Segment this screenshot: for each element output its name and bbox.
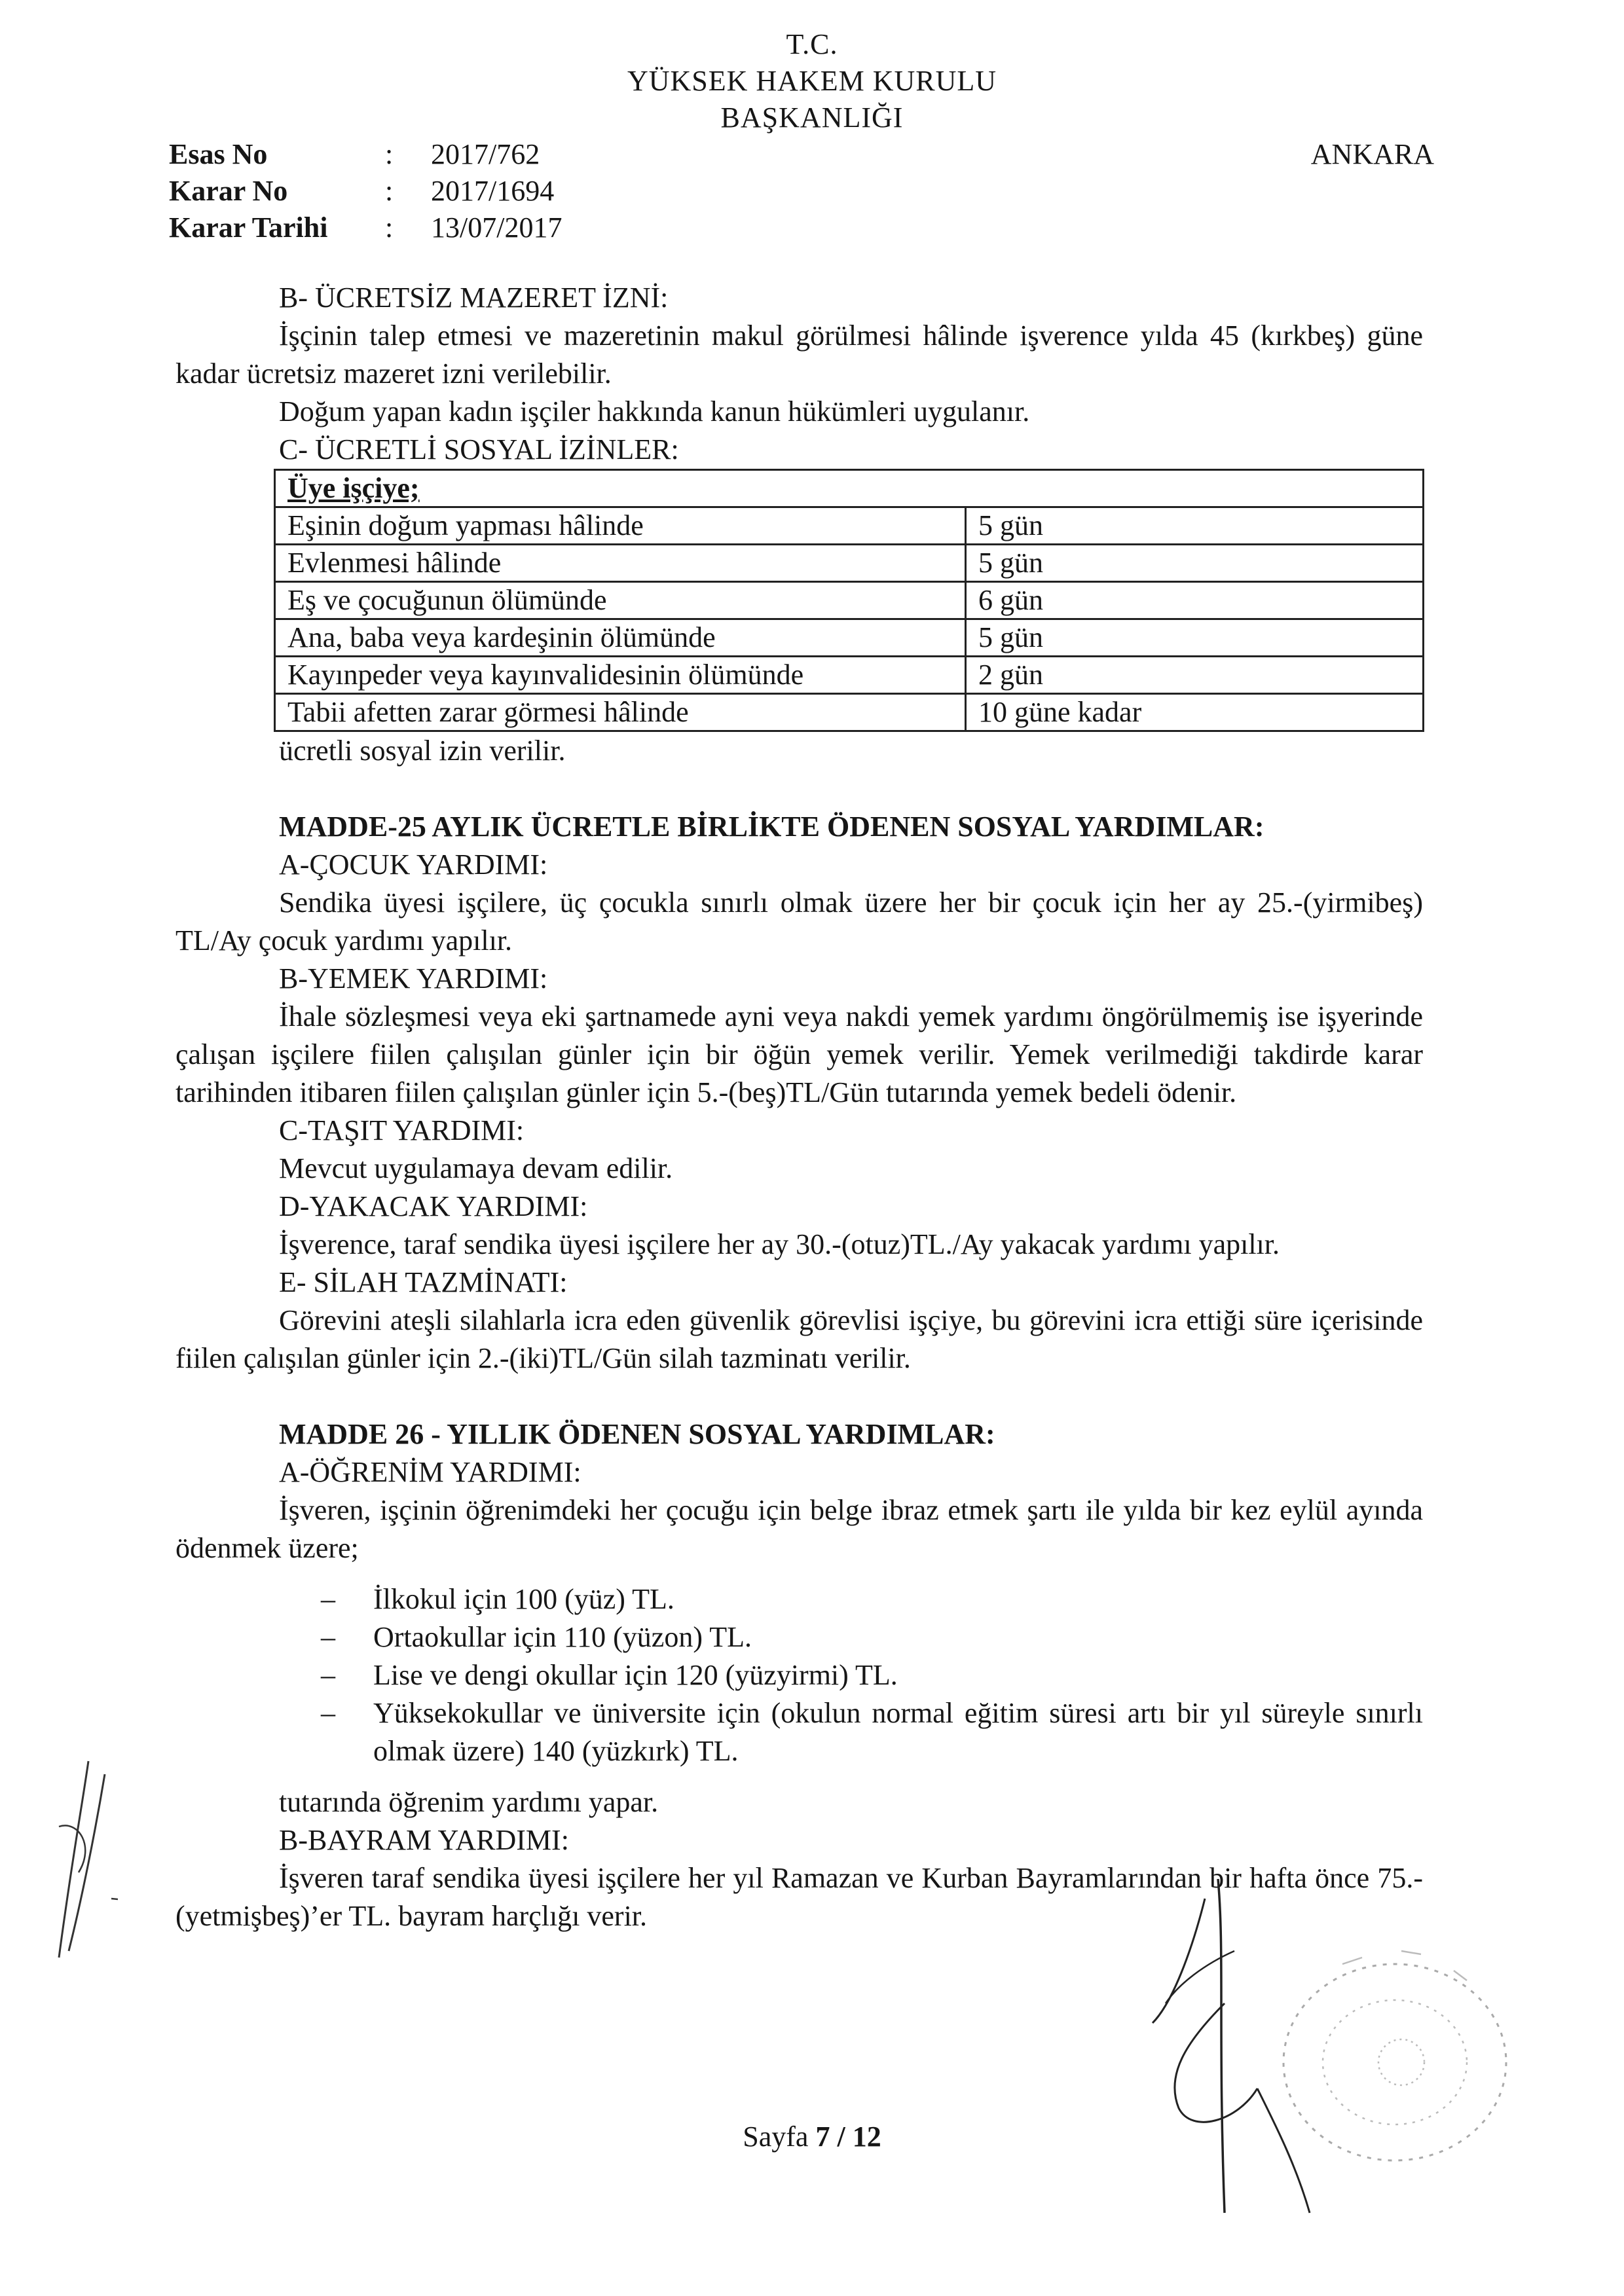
section-b-title: B- ÜCRETSİZ MAZERET İZNİ: bbox=[279, 282, 669, 314]
table-row bbox=[275, 507, 1424, 545]
colon: : bbox=[385, 211, 394, 244]
leave-reason: Ana, baba veya kardeşinin ölümünde bbox=[275, 619, 966, 657]
esas-label: Esas No bbox=[169, 138, 268, 170]
page-label: Sayfa bbox=[743, 2121, 809, 2153]
table-row bbox=[275, 694, 1424, 731]
madde25-a-text: Sendika üyesi işçilere, üç çocukla sınırlı olmak üzere her bir çocuk için her ay 25.-(yirmibeş) TL/Ay çocuk yardımı yapılır. bbox=[175, 886, 1423, 957]
dash-bullet: – bbox=[321, 1583, 335, 1615]
list-item-text: Ortaokullar için 110 (yüzon) TL. bbox=[373, 1621, 752, 1653]
list-item bbox=[321, 1656, 1423, 1694]
leave-reason: Eşinin doğum yapması hâlinde bbox=[275, 507, 966, 545]
leave-duration: 2 gün bbox=[966, 657, 1424, 694]
spacer bbox=[175, 1377, 1423, 1415]
madde25-d-text: İşverence, taraf sendika üyesi işçilere her ay 30.-(otuz)TL./Ay yakacak yardımı yapılır. bbox=[279, 1228, 1280, 1260]
tarih-label: Karar Tarihi bbox=[169, 211, 328, 244]
dash-bullet: – bbox=[321, 1659, 335, 1691]
leave-duration: 5 gün bbox=[966, 619, 1424, 657]
tarih-row bbox=[169, 210, 562, 246]
document-body bbox=[175, 279, 1423, 1935]
table-header-row bbox=[275, 470, 1424, 507]
list-item-text: Lise ve dengi okullar için 120 (yüzyirmi) TL. bbox=[373, 1659, 898, 1691]
header-institution: YÜKSEK HAKEM KURULU bbox=[627, 65, 997, 97]
madde26-title: MADDE 26 - YILLIK ÖDENEN SOSYAL YARDIMLAR: bbox=[279, 1418, 995, 1450]
section-c-after: ücretli sosyal izin verilir. bbox=[279, 735, 566, 767]
list-item-text: Yüksekokullar ve üniversite için (okulun normal eğitim süresi artı bir yıl süreyle sınırlı olmak üzere) 140 (yüzkırk) TL. bbox=[373, 1697, 1423, 1767]
madde25-title: MADDE-25 AYLIK ÜCRETLE BİRLİKTE ÖDENEN SOSYAL YARDIMLAR: bbox=[279, 811, 1264, 843]
header-presidency: BAŞKANLIĞI bbox=[720, 101, 904, 134]
karar-label: Karar No bbox=[169, 175, 288, 207]
madde25-b-title: B-YEMEK YARDIMI: bbox=[279, 962, 548, 994]
list-item-text: İlkokul için 100 (yüz) TL. bbox=[373, 1583, 674, 1615]
dash-bullet: – bbox=[321, 1697, 335, 1729]
header-tc: T.C. bbox=[786, 28, 838, 60]
table-row bbox=[275, 657, 1424, 694]
case-metadata bbox=[169, 136, 562, 246]
madde25-a-title: A-ÇOCUK YARDIMI: bbox=[279, 848, 548, 881]
esas-value: 2017/762 bbox=[431, 138, 540, 170]
table-row bbox=[275, 619, 1424, 657]
list-item bbox=[321, 1580, 1423, 1618]
madde26-b-title: B-BAYRAM YARDIMI: bbox=[279, 1824, 569, 1856]
karar-row bbox=[169, 173, 562, 210]
table-header: Üye işçiye; bbox=[287, 472, 420, 504]
madde25-e-text: Görevini ateşli silahlarla icra eden güvenlik görevlisi işçiye, bu görevini icra ettiği süre içerisinde fiilen çalışılan günler için 2.-(iki)TL/Gün silah tazminatı verilir. bbox=[175, 1304, 1423, 1374]
left-signature bbox=[33, 1755, 118, 1971]
colon: : bbox=[385, 175, 394, 207]
tarih-value: 13/07/2017 bbox=[431, 211, 563, 244]
madde26-a-title: A-ÖĞRENİM YARDIMI: bbox=[279, 1456, 581, 1488]
madde26-b-text: İşveren taraf sendika üyesi işçilere her yıl Ramazan ve Kurban Bayramlarından bir hafta önce 75.-(yetmişbeş)’er TL. bayram harçlığı verir. bbox=[175, 1862, 1423, 1932]
karar-value: 2017/1694 bbox=[431, 175, 555, 207]
madde25-d-title: D-YAKACAK YARDIMI: bbox=[279, 1190, 588, 1222]
leave-duration: 10 güne kadar bbox=[966, 694, 1424, 731]
dash-bullet: – bbox=[321, 1621, 335, 1653]
leave-duration: 5 gün bbox=[966, 507, 1424, 545]
colon: : bbox=[385, 138, 394, 170]
city: ANKARA bbox=[1310, 138, 1434, 170]
leave-reason: Evlenmesi hâlinde bbox=[275, 545, 966, 582]
section-b-paragraph-1: İşçinin talep etmesi ve mazeretinin makul görülmesi hâlinde işverence yılda 45 (kırkbeş) güne kadar ücretsiz mazeret izni verilebilir. bbox=[175, 319, 1423, 390]
list-item bbox=[321, 1694, 1423, 1770]
page-number: 7 / 12 bbox=[815, 2121, 881, 2153]
document-header bbox=[0, 26, 1624, 136]
leave-reason: Tabii afetten zarar görmesi hâlinde bbox=[275, 694, 966, 731]
madde25-c-title: C-TAŞIT YARDIMI: bbox=[279, 1114, 525, 1146]
leave-duration: 5 gün bbox=[966, 545, 1424, 582]
signature-and-stamp bbox=[1126, 1872, 1532, 2239]
page-footer bbox=[0, 2120, 1624, 2153]
paid-leave-table bbox=[274, 469, 1424, 732]
leave-reason: Eş ve çocuğunun ölümünde bbox=[275, 582, 966, 619]
leave-duration: 6 gün bbox=[966, 582, 1424, 619]
education-aid-list bbox=[175, 1580, 1423, 1770]
madde26-a-after: tutarında öğrenim yardımı yapar. bbox=[279, 1786, 659, 1818]
madde25-b-text: İhale sözleşmesi veya eki şartnamede ayni veya nakdi yemek yardımı öngörülmemiş ise işyerinde çalışan işçilere fiilen çalışılan günler için bir öğün yemek verilir. Yemek verilmediği takdirde karar tarihinden itibaren fiilen çalışılan günler için 5.-(beş)TL/Gün tutarında yemek bedeli ödenir. bbox=[175, 1000, 1423, 1108]
madde25-e-title: E- SİLAH TAZMİNATI: bbox=[279, 1266, 568, 1298]
section-c-title: C- ÜCRETLİ SOSYAL İZİNLER: bbox=[279, 433, 679, 465]
esas-row bbox=[169, 136, 562, 173]
section-b-paragraph-2: Doğum yapan kadın işçiler hakkında kanun hükümleri uygulanır. bbox=[279, 395, 1030, 428]
madde26-a-text: İşveren, işçinin öğrenimdeki her çocuğu için belge ibraz etmek şartı ile yılda bir kez eylül ayında ödenmek üzere; bbox=[175, 1494, 1423, 1564]
madde25-c-text: Mevcut uygulamaya devam edilir. bbox=[279, 1152, 673, 1184]
list-item bbox=[321, 1618, 1423, 1656]
leave-reason: Kayınpeder veya kayınvalidesinin ölümünde bbox=[275, 657, 966, 694]
table-row bbox=[275, 545, 1424, 582]
spacer bbox=[175, 770, 1423, 808]
table-row bbox=[275, 582, 1424, 619]
